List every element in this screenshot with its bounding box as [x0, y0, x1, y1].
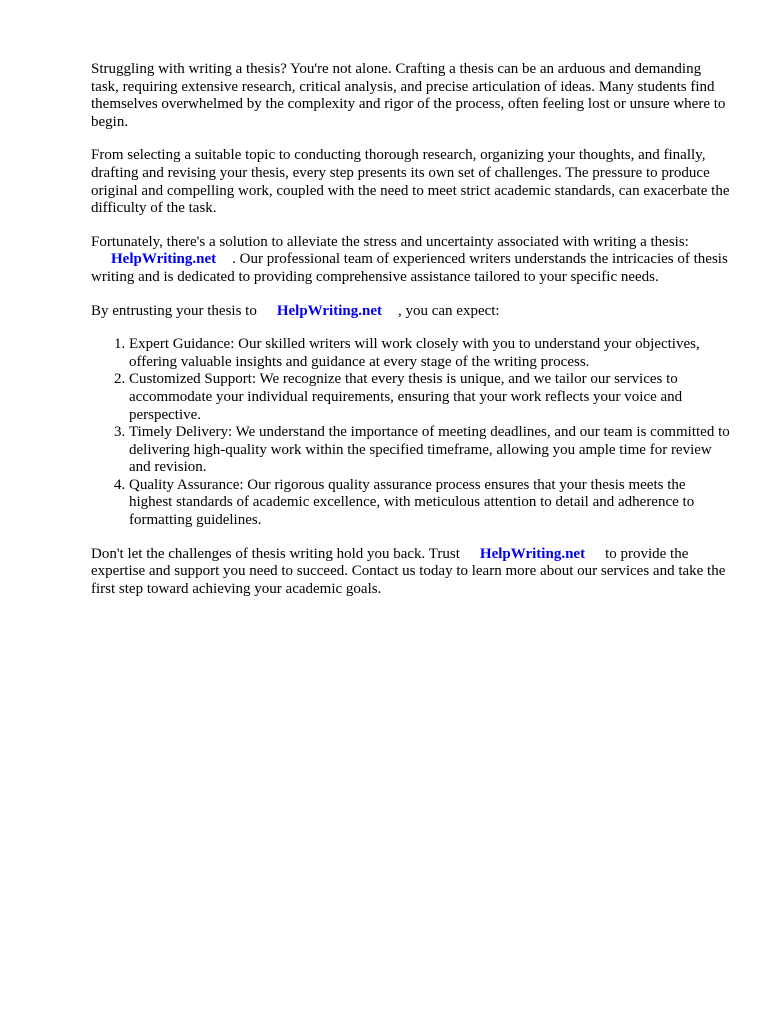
helpwriting-link-solution[interactable]: HelpWriting.net [111, 251, 217, 268]
helpwriting-link-expect[interactable]: HelpWriting.net [276, 302, 382, 319]
benefit-item-timely-delivery: 3. Timely Delivery: We understand the importance of meeting deadlines, and our team is committed to delivering high-quality work within the specified timeframe, allowing you ample time for review and revision. [129, 424, 731, 477]
benefit-item-quality-assurance: 4. Quality Assurance: Our rigorous quality assurance process ensures that your thesis meets the highest standards of academic excellence, with meticulous attention to detail and adherence to formatting guidelines. [129, 477, 731, 530]
expect-paragraph [91, 303, 731, 321]
document-page [91, 61, 731, 614]
intro-paragraph: Struggling with writing a thesis? You're not alone. Crafting a thesis can be an arduous and demanding task, requiring extensive research, critical analysis, and precise articulation of ideas. Many students find themselves overwhelmed by the complexity and rigor of the process, often feeling lost or unsure where to begin. [91, 61, 726, 130]
challenges-paragraph: From selecting a suitable topic to conducting thorough research, organizing your thoughts, and finally, drafting and revising your thesis, every step presents its own set of challenges. The pressure to produce original and compelling work, coupled with the need to meet strict academic standards, can exacerbate the difficulty of the task. [91, 147, 730, 217]
solution-text-before: Fortunately, there's a solution to alleviate the stress and uncertainty associated with writing a thesis: [91, 233, 689, 250]
closing-text-after: to provide the expertise and support you need to succeed. Contact us today to learn more about our services and take the first step toward achieving your academic goals. [91, 545, 726, 597]
benefit-item-customized-support: 2. Customized Support: We recognize that every thesis is unique, and we tailor our services to accommodate your individual requirements, ensuring that your work reflects your voice and perspective. [129, 371, 731, 424]
closing-text-before: Don't let the challenges of thesis writing hold you back. Trust [91, 545, 460, 562]
expect-text-before: By entrusting your thesis to [91, 302, 257, 319]
benefit-item-expert-guidance: 1. Expert Guidance: Our skilled writers will work closely with you to understand your objectives, offering valuable insights and guidance at every stage of the writing process. [129, 336, 731, 371]
helpwriting-link-closing[interactable]: HelpWriting.net [479, 545, 586, 562]
benefits-list [91, 336, 731, 530]
closing-paragraph [91, 546, 731, 599]
expect-text-after: , you can expect: [397, 302, 500, 319]
solution-paragraph [91, 234, 731, 287]
solution-text-after: . Our professional team of experienced writers understands the intricacies of thesis writing and is dedicated to providing comprehensive assistance tailored to your specific needs. [91, 251, 728, 285]
